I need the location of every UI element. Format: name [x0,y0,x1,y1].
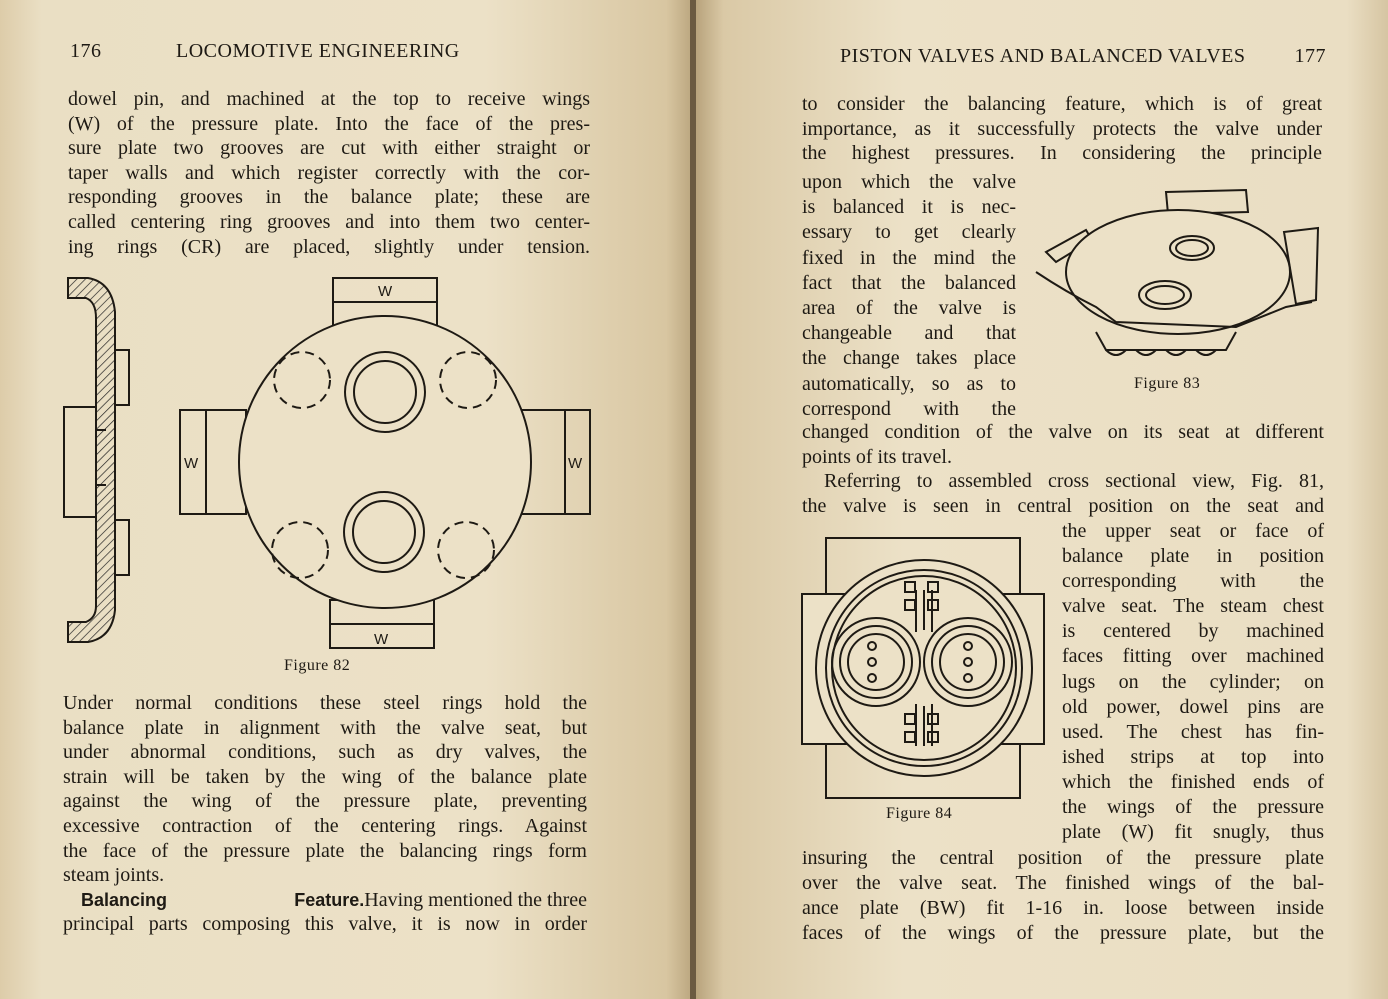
text-line: points of its travel. [802,445,952,468]
text-line: the highest pressures. In considering the principle [802,142,1322,165]
text-line: insuring the central position of the pressure plate [802,847,1324,869]
left-page-number: 176 [70,40,102,62]
text-line: dowel pin, and machined at the top to receive wings [68,88,590,110]
text-line: the face of the pressure plate the balancing rings form [63,839,587,862]
sidehead: Balancing Feature. [81,889,365,910]
right-bottom-paragraph [802,846,1324,946]
text-line: Referring to assembled cross sectional view, Fig. 81, [824,470,1324,493]
figure-84-drawing [798,534,1048,802]
text-line: to consider the balancing feature, which is of great [802,93,1322,115]
text-line: ance plate (BW) fit 1-16 in. loose between inside [802,897,1324,920]
text-line: the upper seat or face of [1062,520,1324,542]
figure-84-caption: Figure 84 [886,805,953,822]
section-view [64,278,129,642]
text-line: under abnormal conditions, such as dry valves, the [63,741,587,764]
right-head-title: PISTON VALVES AND BALANCED VALVES [840,45,1246,67]
text-line: faces of the wings of the pressure plate, but the [802,922,1324,945]
text-line: changed condition of the valve on its seat at different [802,421,1324,443]
text-line: balance plate in position [1062,545,1324,568]
text-line: is centered by machined [1062,620,1324,643]
plan-view [180,278,590,648]
text-line: strain will be taken by the wing of the balance plate [63,765,587,788]
sidehead-line [63,888,587,913]
right-narrow-column-a [802,170,1016,422]
text-line: against the wing of the pressure plate, preventing [63,790,587,813]
text-line: sure plate two grooves are cut with either straight or [68,137,590,160]
wing-label-right: W [568,455,583,472]
left-top-paragraph [68,87,590,259]
text-line: fixed in the mind the [802,246,1016,269]
text-line: steam joints. [63,864,165,887]
text-line: the valve is seen in central position on the seat and [802,494,1324,517]
text-line: importance, as it successfully protects the valve under [802,117,1322,140]
right-page-number: 177 [1294,45,1326,67]
wing-label-bottom: W [374,631,389,648]
text-line: lugs on the cylinder; on [1062,670,1324,693]
text-line: valve seat. The steam chest [1062,595,1324,618]
text-line: Under normal conditions these steel rings hold the [63,692,587,714]
text-line: balance plate in alignment with the valve seat, but [63,716,587,739]
text-line: called centering ring grooves and into them two center- [68,210,590,233]
figure-82-drawing [60,270,600,662]
right-narrow-column-b [1062,519,1324,845]
figure-83-caption: Figure 83 [1134,375,1201,392]
right-top-paragraph [802,92,1322,166]
right-page [696,0,1388,999]
text-line: fact that the balanced [802,271,1016,294]
text-line: the change takes place [802,347,1016,370]
sidehead-rest: Having mentioned the three [364,888,587,911]
left-head-title: LOCOMOTIVE ENGINEERING [176,40,460,62]
text-line: correspond with the [802,397,1016,420]
text-line: ing rings (CR) are placed, slightly under tension. [68,235,590,258]
text-line: used. The chest has fin- [1062,720,1324,743]
text-line: old power, dowel pins are [1062,695,1324,718]
right-mid-paragraph [802,420,1324,518]
figure-83-drawing [1026,182,1326,367]
text-line: essary to get clearly [802,221,1016,244]
text-line: plate (W) fit snugly, thus [1062,821,1324,844]
wing-label-left: W [184,455,199,472]
text-line: over the valve seat. The finished wings of the bal- [802,872,1324,895]
text-line: responding grooves in the balance plate; these are [68,186,590,209]
text-line: changeable and that [802,322,1016,345]
text-line: excessive contraction of the centering rings. Against [63,814,587,837]
text-line: area of the valve is [802,297,1016,320]
text-line: is balanced it is nec- [802,196,1016,219]
text-line: the wings of the pressure [1062,796,1324,819]
figure-82-caption: Figure 82 [284,657,351,674]
text-line: (W) of the pressure plate. Into the face of the pres- [68,112,590,135]
text-line: principal parts composing this valve, it is now in order [63,913,587,936]
text-line: faces fitting over machined [1062,645,1324,668]
text-line: taper walls and which register correctly with the cor- [68,161,590,184]
text-line: which the finished ends of [1062,770,1324,793]
text-line: upon which the valve [802,171,1016,193]
text-line: corresponding with the [1062,570,1324,593]
wing-label-top: W [378,283,393,300]
text-line: ished strips at top into [1062,745,1324,768]
left-bottom-paragraph [63,691,587,937]
text-line: automatically, so as to [802,372,1016,395]
